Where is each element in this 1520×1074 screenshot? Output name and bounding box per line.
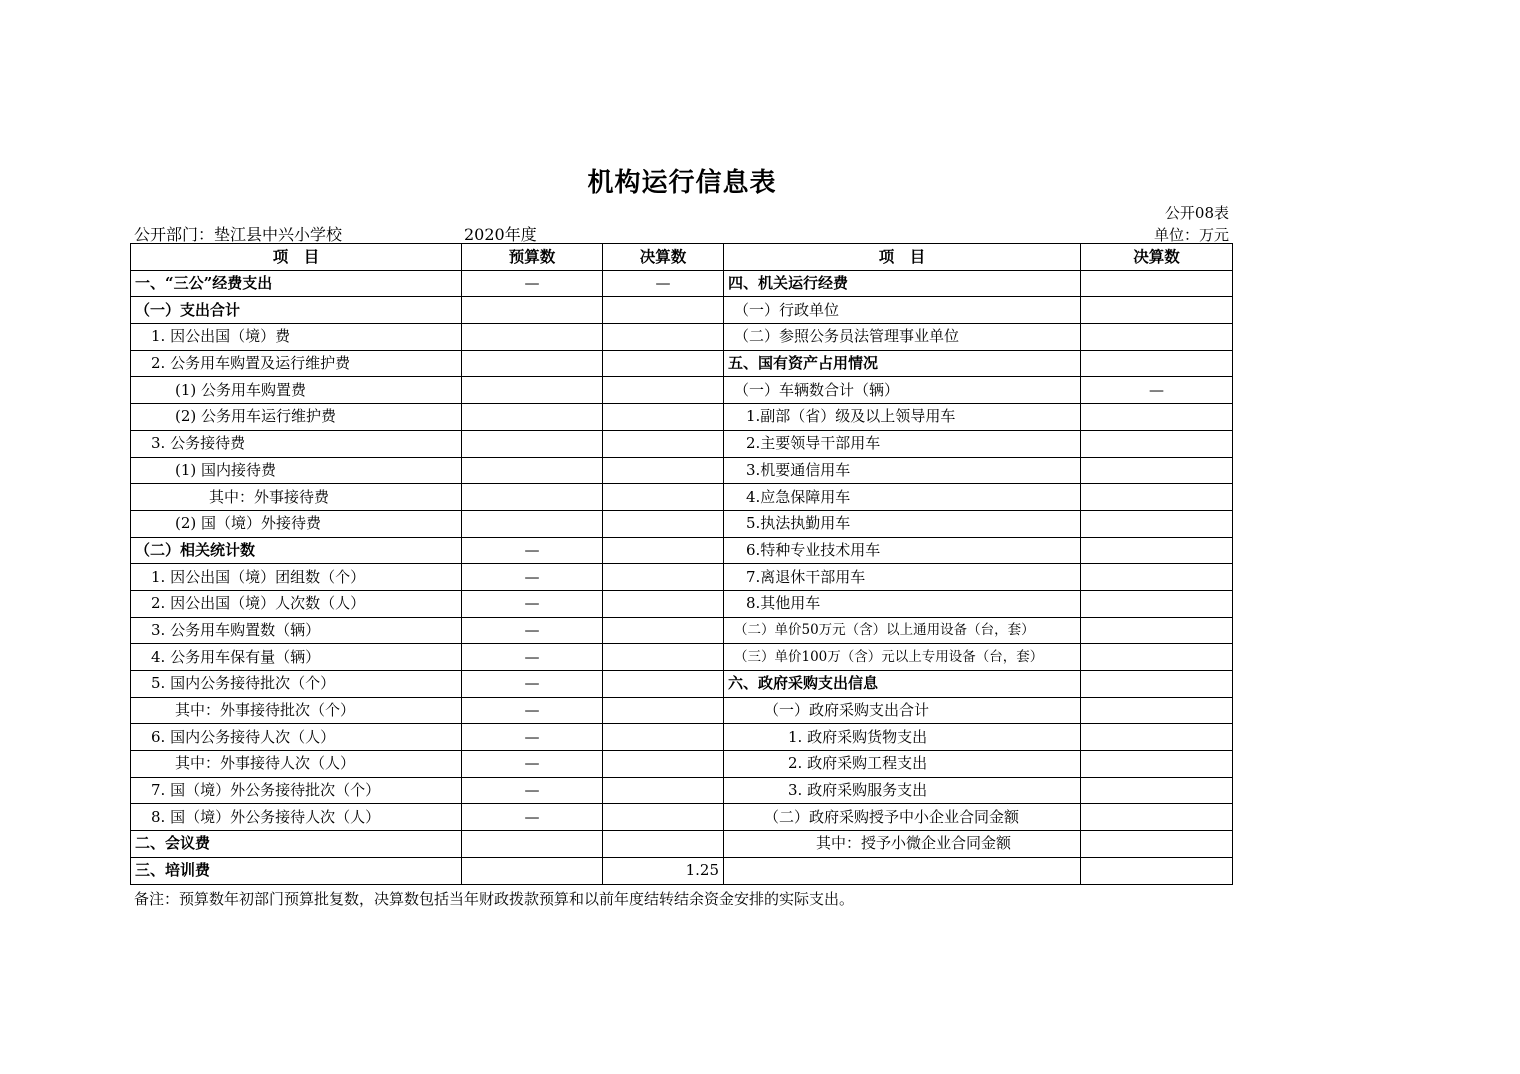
table-row xyxy=(131,270,1233,297)
row-final xyxy=(603,537,724,564)
row-final xyxy=(603,564,724,591)
table-row xyxy=(131,777,1233,804)
table-row xyxy=(131,404,1233,431)
row-budget: — xyxy=(462,724,603,751)
row-left-label: 3. 公务用车购置数（辆） xyxy=(131,617,462,644)
row-left-label: 其中：外事接待费 xyxy=(131,484,462,511)
row-final xyxy=(603,430,724,457)
row-right-value xyxy=(1081,777,1233,804)
unit-label: 单位：万元 xyxy=(1153,226,1229,244)
header-budget: 预算数 xyxy=(462,244,603,271)
row-budget xyxy=(462,430,603,457)
row-right-value xyxy=(1081,590,1233,617)
header-item-right: 项 目 xyxy=(724,244,1081,271)
row-left-label: 2. 公务用车购置及运行维护费 xyxy=(131,350,462,377)
row-left-label: （二）相关统计数 xyxy=(131,537,462,564)
row-budget xyxy=(462,857,603,884)
table-row xyxy=(131,804,1233,831)
row-right-value xyxy=(1081,697,1233,724)
row-right-value xyxy=(1081,404,1233,431)
row-left-label: （一）支出合计 xyxy=(131,297,462,324)
row-budget xyxy=(462,404,603,431)
row-right-value xyxy=(1081,617,1233,644)
row-right-value: — xyxy=(1081,377,1233,404)
row-budget xyxy=(462,324,603,351)
row-right-label: 其中：授予小微企业合同金额 xyxy=(724,831,1081,858)
row-final xyxy=(603,297,724,324)
row-budget xyxy=(462,510,603,537)
row-right-label: 六、政府采购支出信息 xyxy=(724,671,1081,698)
row-left-label: 6. 国内公务接待人次（人） xyxy=(131,724,462,751)
table-row xyxy=(131,510,1233,537)
row-right-value xyxy=(1081,671,1233,698)
row-budget xyxy=(462,457,603,484)
row-final: 1.25 xyxy=(603,857,724,884)
table-row xyxy=(131,324,1233,351)
table-row xyxy=(131,644,1233,671)
row-right-label: 四、机关运行经费 xyxy=(724,270,1081,297)
row-budget xyxy=(462,377,603,404)
header-item: 项 目 xyxy=(131,244,462,271)
row-left-label: (2) 公务用车运行维护费 xyxy=(131,404,462,431)
row-budget xyxy=(462,350,603,377)
row-right-value xyxy=(1081,644,1233,671)
row-left-label: (2) 国（境）外接待费 xyxy=(131,510,462,537)
row-final xyxy=(603,617,724,644)
row-budget xyxy=(462,297,603,324)
table-row xyxy=(131,537,1233,564)
row-right-label: 6.特种专业技术用车 xyxy=(724,537,1081,564)
row-right-value xyxy=(1081,270,1233,297)
row-left-label: 三、培训费 xyxy=(131,857,462,884)
row-budget xyxy=(462,831,603,858)
table-row xyxy=(131,751,1233,778)
row-left-label: 8. 国（境）外公务接待人次（人） xyxy=(131,804,462,831)
row-final xyxy=(603,350,724,377)
table-row xyxy=(131,697,1233,724)
row-right-label: 1.副部（省）级及以上领导用车 xyxy=(724,404,1081,431)
footnote: 备注：预算数年初部门预算批复数，决算数包括当年财政拨款预算和以前年度结转结余资金安排的实际支出。 xyxy=(134,890,855,908)
row-right-label: （一）政府采购支出合计 xyxy=(724,697,1081,724)
row-right-label: 2.主要领导干部用车 xyxy=(724,430,1081,457)
row-right-label: （一）行政单位 xyxy=(724,297,1081,324)
row-budget: — xyxy=(462,697,603,724)
table-row xyxy=(131,724,1233,751)
row-right-label: （三）单价100万（含）元以上专用设备（台，套） xyxy=(724,644,1081,671)
row-left-label: (1) 国内接待费 xyxy=(131,457,462,484)
row-right-label: （二）单价50万元（含）以上通用设备（台，套） xyxy=(724,617,1081,644)
row-right-label: 五、国有资产占用情况 xyxy=(724,350,1081,377)
row-left-label: 1. 因公出国（境）团组数（个） xyxy=(131,564,462,591)
row-budget xyxy=(462,484,603,511)
row-final xyxy=(603,751,724,778)
table-row xyxy=(131,377,1233,404)
row-budget: — xyxy=(462,804,603,831)
row-final xyxy=(603,377,724,404)
row-right-label: 5.执法执勤用车 xyxy=(724,510,1081,537)
row-left-label: 3. 公务接待费 xyxy=(131,430,462,457)
table-header-row xyxy=(131,244,1233,271)
row-left-label: 7. 国（境）外公务接待批次（个） xyxy=(131,777,462,804)
row-right-value xyxy=(1081,537,1233,564)
header-final-right: 决算数 xyxy=(1081,244,1233,271)
row-right-value xyxy=(1081,430,1233,457)
row-right-label: 7.离退休干部用车 xyxy=(724,564,1081,591)
row-final xyxy=(603,724,724,751)
row-budget: — xyxy=(462,270,603,297)
row-budget: — xyxy=(462,537,603,564)
row-left-label: 2. 因公出国（境）人次数（人） xyxy=(131,590,462,617)
table-row xyxy=(131,590,1233,617)
table-row xyxy=(131,564,1233,591)
row-right-label: 3. 政府采购服务支出 xyxy=(724,777,1081,804)
row-final: — xyxy=(603,270,724,297)
header-final: 决算数 xyxy=(603,244,724,271)
table-row xyxy=(131,671,1233,698)
row-right-label: 1. 政府采购货物支出 xyxy=(724,724,1081,751)
table-row xyxy=(131,484,1233,511)
row-right-label: （二）政府采购授予中小企业合同金额 xyxy=(724,804,1081,831)
row-budget: — xyxy=(462,777,603,804)
row-right-value xyxy=(1081,297,1233,324)
row-final xyxy=(603,404,724,431)
row-right-label: 8.其他用车 xyxy=(724,590,1081,617)
row-right-label: 4.应急保障用车 xyxy=(724,484,1081,511)
table-row xyxy=(131,831,1233,858)
row-left-label: 二、会议费 xyxy=(131,831,462,858)
row-left-label: 1. 因公出国（境）费 xyxy=(131,324,462,351)
row-final xyxy=(603,697,724,724)
row-left-label: 4. 公务用车保有量（辆） xyxy=(131,644,462,671)
row-final xyxy=(603,804,724,831)
table-row xyxy=(131,457,1233,484)
row-right-value xyxy=(1081,484,1233,511)
department-label: 公开部门：垫江县中兴小学校 xyxy=(134,225,343,244)
row-final xyxy=(603,831,724,858)
row-left-label: 其中：外事接待人次（人） xyxy=(131,751,462,778)
row-right-label: 2. 政府采购工程支出 xyxy=(724,751,1081,778)
row-right-value xyxy=(1081,804,1233,831)
row-right-label: （一）车辆数合计（辆） xyxy=(724,377,1081,404)
row-final xyxy=(603,484,724,511)
form-number: 公开08表 xyxy=(1164,204,1229,222)
row-right-value xyxy=(1081,857,1233,884)
row-final xyxy=(603,644,724,671)
row-right-value xyxy=(1081,350,1233,377)
row-left-label: 5. 国内公务接待批次（个） xyxy=(131,671,462,698)
page-title: 机构运行信息表 xyxy=(587,168,777,198)
row-final xyxy=(603,671,724,698)
year-label: 2020年度 xyxy=(464,225,537,244)
row-right-value xyxy=(1081,831,1233,858)
table-row xyxy=(131,297,1233,324)
row-right-value xyxy=(1081,324,1233,351)
info-table xyxy=(130,243,1233,885)
row-final xyxy=(603,590,724,617)
row-final xyxy=(603,510,724,537)
row-budget: — xyxy=(462,751,603,778)
row-final xyxy=(603,457,724,484)
row-right-value xyxy=(1081,564,1233,591)
row-left-label: (1) 公务用车购置费 xyxy=(131,377,462,404)
table-row xyxy=(131,617,1233,644)
row-right-value xyxy=(1081,724,1233,751)
row-left-label: 一、“三公”经费支出 xyxy=(131,270,462,297)
row-budget: — xyxy=(462,564,603,591)
row-right-label: （二）参照公务员法管理事业单位 xyxy=(724,324,1081,351)
row-budget: — xyxy=(462,671,603,698)
row-right-value xyxy=(1081,457,1233,484)
row-right-value xyxy=(1081,510,1233,537)
table-row xyxy=(131,857,1233,884)
row-right-value xyxy=(1081,751,1233,778)
row-right-label xyxy=(724,857,1081,884)
row-left-label: 其中：外事接待批次（个） xyxy=(131,697,462,724)
row-final xyxy=(603,777,724,804)
row-right-label: 3.机要通信用车 xyxy=(724,457,1081,484)
row-budget: — xyxy=(462,644,603,671)
row-budget: — xyxy=(462,617,603,644)
table-row xyxy=(131,350,1233,377)
row-budget: — xyxy=(462,590,603,617)
row-final xyxy=(603,324,724,351)
table-row xyxy=(131,430,1233,457)
